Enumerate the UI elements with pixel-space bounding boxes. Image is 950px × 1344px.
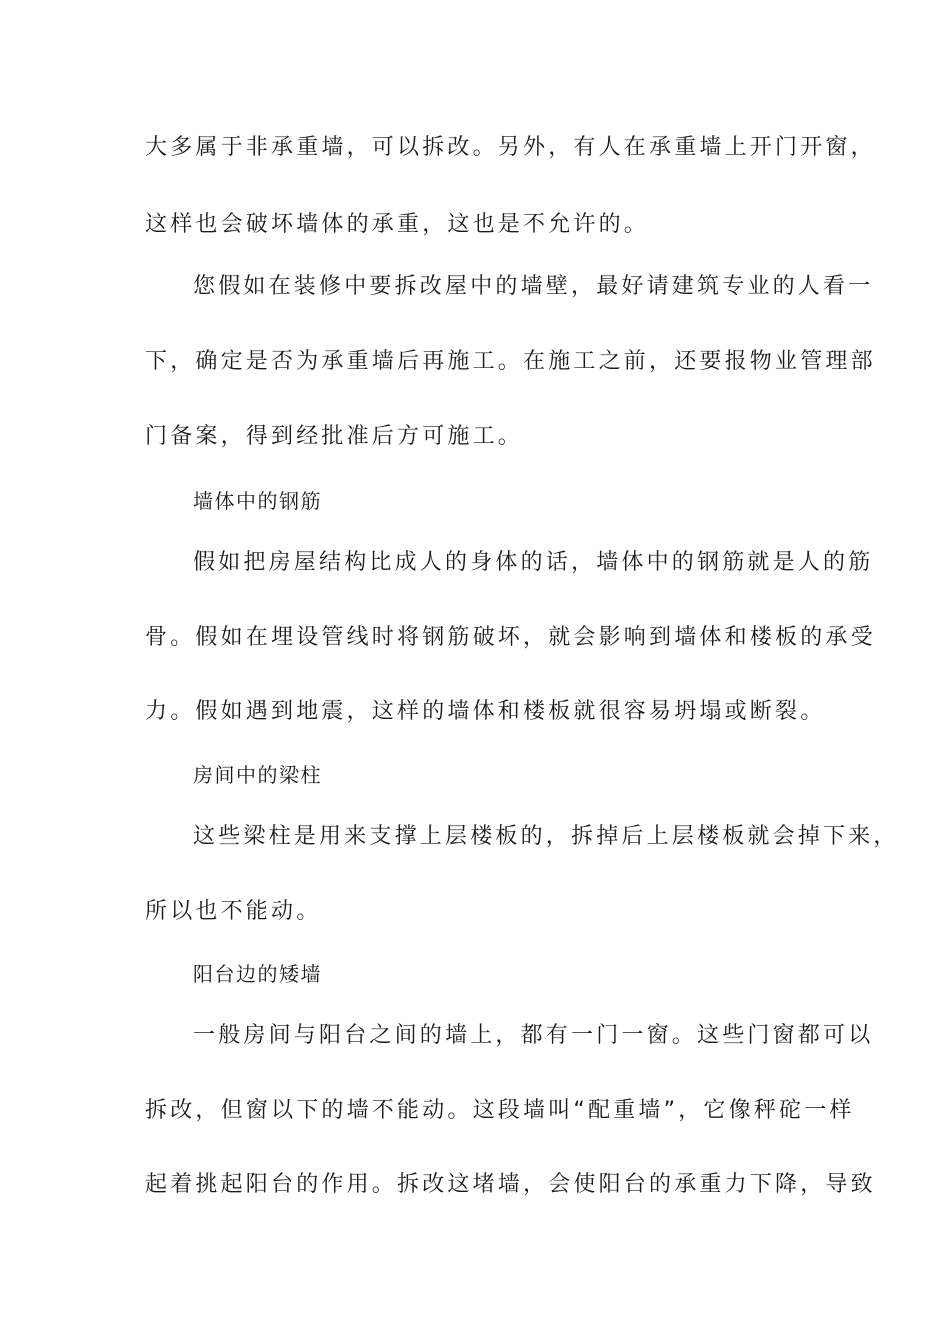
body-text-line: 所以也不能动。 <box>145 899 322 924</box>
section-heading-balcony-wall: 阳台边的矮墙 <box>193 962 322 986</box>
body-text-line: 大多属于非承重墙，可以拆改。另外，有人在承重墙上开门开窗， <box>145 135 876 160</box>
section-heading-beams: 房间中的梁柱 <box>193 763 322 787</box>
body-text-line: 拆改，但窗以下的墙不能动。这段墙叫“配重墙”，它像秤砣一样 <box>145 1098 855 1123</box>
paragraph-first-line: 这些梁柱是用来支撑上层楼板的，拆掉后上层楼板就会掉下来， <box>193 824 899 849</box>
section-heading-rebar: 墙体中的钢筋 <box>193 489 322 513</box>
paragraph-first-line: 假如把房屋结构比成人的身体的话，墙体中的钢筋就是人的筋 <box>193 550 874 575</box>
paragraph-first-line: 您假如在装修中要拆改屋中的墙壁，最好请建筑专业的人看一 <box>193 274 874 299</box>
body-text-line: 起着挑起阳台的作用。拆改这堵墙，会使阳台的承重力下降，导致 <box>145 1172 876 1197</box>
paragraph-first-line: 一般房间与阳台之间的墙上，都有一门一窗。这些门窗都可以 <box>193 1023 874 1048</box>
body-text-line: 这样也会破坏墙体的承重，这也是不允许的。 <box>145 212 650 237</box>
body-text-line: 下，确定是否为承重墙后再施工。在施工之前，还要报物业管理部 <box>145 349 876 374</box>
body-text-line: 力。假如遇到地震，这样的墙体和楼板就很容易坍塌或断裂。 <box>145 699 826 724</box>
body-text-line: 骨。假如在埋设管线时将钢筋破坏，就会影响到墙体和楼板的承受 <box>145 625 876 650</box>
body-text-line: 门备案，得到经批准后方可施工。 <box>145 424 524 449</box>
